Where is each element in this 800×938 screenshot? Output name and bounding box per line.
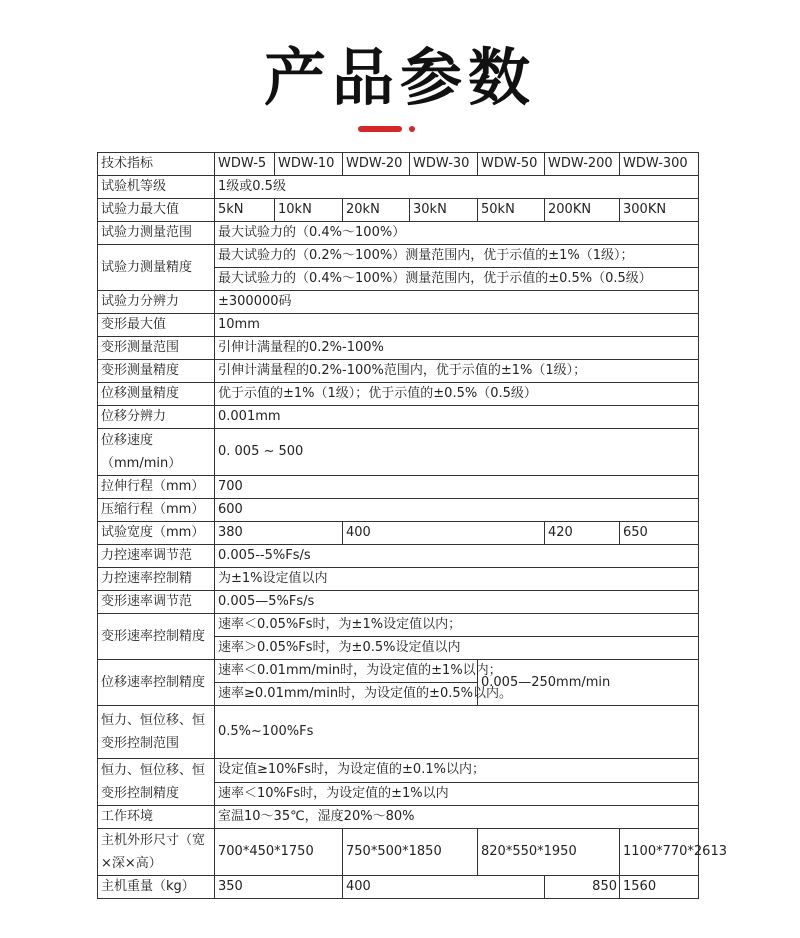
table-row	[98, 245, 699, 268]
table-row	[98, 222, 699, 245]
row-value: 10mm	[215, 314, 699, 337]
row-value: 0. 005 ~ 500	[215, 429, 699, 476]
row-label: 试验力测量范围	[98, 222, 215, 245]
row-label: 主机外形尺寸（宽×深×高）	[98, 829, 215, 876]
model-cell: WDW-200	[545, 153, 620, 176]
width-cell: 380	[215, 522, 343, 545]
weight-cell: 350	[215, 876, 343, 899]
row-value: 最大试验力的（0.4%～100%）	[215, 222, 699, 245]
row-value: 1级或0.5级	[215, 176, 699, 199]
force-cell: 50kN	[478, 199, 545, 222]
row-label: 变形速率调节范	[98, 591, 215, 614]
table-row	[98, 660, 699, 706]
row-value: 速率≥0.01mm/min时，为设定值的±0.5%以内。	[218, 686, 512, 701]
table-row	[98, 591, 699, 614]
row-value: 速率＜10%Fs时，为设定值的±1%以内	[215, 782, 699, 806]
row-label: 力控速率调节范	[98, 545, 215, 568]
row-label: 位移速率控制精度	[98, 660, 215, 706]
row-label: 位移分辨力	[98, 406, 215, 429]
row-label: 变形测量范围	[98, 337, 215, 360]
row-label: 主机重量（kg）	[98, 876, 215, 899]
table-row	[98, 291, 699, 314]
dim-cell: 820*550*1950	[478, 829, 620, 876]
row-label: 变形测量精度	[98, 360, 215, 383]
row-value: 速率＜0.01mm/min时，为设定值的±1%以内；	[218, 663, 502, 678]
row-label: 试验宽度（mm）	[98, 522, 215, 545]
dim-cell: 1100*770*2613	[620, 829, 699, 876]
width-cell: 420	[545, 522, 620, 545]
row-label: 力控速率控制精	[98, 568, 215, 591]
model-cell: WDW-20	[343, 153, 410, 176]
row-value: 0.001mm	[215, 406, 699, 429]
row-value: 速率＜0.05%Fs时，为±1%设定值以内；	[215, 614, 699, 637]
row-value: 0.5%~100%Fs	[215, 706, 699, 759]
row-value: 0.005--5%Fs/s	[215, 545, 699, 568]
disp-rate-lines	[215, 660, 512, 706]
width-cell: 400	[343, 522, 545, 545]
row-value: 引伸计满量程的0.2%-100%	[215, 337, 699, 360]
row-value: 最大试验力的（0.4%～100%）测量范围内，优于示值的±0.5%（0.5级）	[215, 268, 699, 291]
row-value: 700	[215, 476, 699, 499]
table-row	[98, 406, 699, 429]
row-label: 位移测量精度	[98, 383, 215, 406]
row-label: 压缩行程（mm）	[98, 499, 215, 522]
row-label: 试验机等级	[98, 176, 215, 199]
row-label: 恒力、恒位移、恒变形控制精度	[98, 759, 215, 806]
row-label: 变形速率控制精度	[98, 614, 215, 660]
row-value: 室温10～35℃，湿度20%～80%	[215, 806, 699, 829]
row-label: 工作环境	[98, 806, 215, 829]
table-row	[98, 545, 699, 568]
model-cell: WDW-50	[478, 153, 545, 176]
row-value: 速率＞0.05%Fs时，为±0.5%设定值以内	[215, 637, 699, 660]
weight-cell: 850	[545, 876, 620, 899]
row-label: 试验力最大值	[98, 199, 215, 222]
table-row	[98, 314, 699, 337]
table-row	[98, 360, 699, 383]
table-row	[98, 706, 699, 759]
row-label: 变形最大值	[98, 314, 215, 337]
row-value: 600	[215, 499, 699, 522]
spec-table	[97, 152, 727, 899]
force-cell: 20kN	[343, 199, 410, 222]
row-value: 最大试验力的（0.2%～100%）测量范围内，优于示值的±1%（1级）；	[215, 245, 699, 268]
table-row	[98, 499, 699, 522]
table-row	[98, 476, 699, 499]
force-cell: 200KN	[545, 199, 620, 222]
table-row	[98, 876, 699, 899]
table-row	[98, 759, 699, 783]
row-value: 设定值≥10%Fs时，为设定值的±0.1%以内；	[215, 759, 699, 783]
weight-cell: 1560	[620, 876, 699, 899]
model-cell: WDW-300	[620, 153, 699, 176]
row-label: 恒力、恒位移、恒变形控制范围	[98, 706, 215, 759]
model-cell: WDW-30	[410, 153, 478, 176]
table-row	[98, 337, 699, 360]
force-cell: 5kN	[215, 199, 275, 222]
title-underline-bar	[358, 126, 402, 132]
row-label: 试验力测量精度	[98, 245, 215, 291]
table-row	[98, 614, 699, 637]
page-title: 产品参数	[263, 41, 536, 114]
row-value: 优于示值的±1%（1级）；优于示值的±0.5%（0.5级）	[215, 383, 699, 406]
row-value: 引伸计满量程的0.2%-100%范围内，优于示值的±1%（1级）；	[215, 360, 699, 383]
row-label: 技术指标	[98, 153, 215, 176]
force-cell: 10kN	[275, 199, 343, 222]
row-label: 位移速度（mm/min）	[98, 429, 215, 476]
table-row	[98, 829, 699, 876]
row-value: 0.005—5%Fs/s	[215, 591, 699, 614]
width-cell: 650	[620, 522, 699, 545]
table-row	[98, 429, 699, 476]
table-row	[98, 522, 699, 545]
title-underline-dot	[409, 126, 415, 132]
table-row	[98, 568, 699, 591]
table-row	[98, 806, 699, 829]
force-cell: 30kN	[410, 199, 478, 222]
dim-cell: 750*500*1850	[343, 829, 478, 876]
row-value: ±300000码	[215, 291, 699, 314]
row-value: 0.005—250mm/min	[478, 660, 699, 706]
model-cell: WDW-5	[215, 153, 275, 176]
row-label: 试验力分辨力	[98, 291, 215, 314]
table-row	[98, 176, 699, 199]
weight-cell: 400	[343, 876, 545, 899]
dim-cell: 700*450*1750	[215, 829, 343, 876]
table-row	[98, 199, 699, 222]
row-label: 拉伸行程（mm）	[98, 476, 215, 499]
table-row	[98, 383, 699, 406]
table-row	[98, 153, 699, 176]
force-cell: 300KN	[620, 199, 699, 222]
model-cell: WDW-10	[275, 153, 343, 176]
row-value: 为±1%设定值以内	[215, 568, 699, 591]
